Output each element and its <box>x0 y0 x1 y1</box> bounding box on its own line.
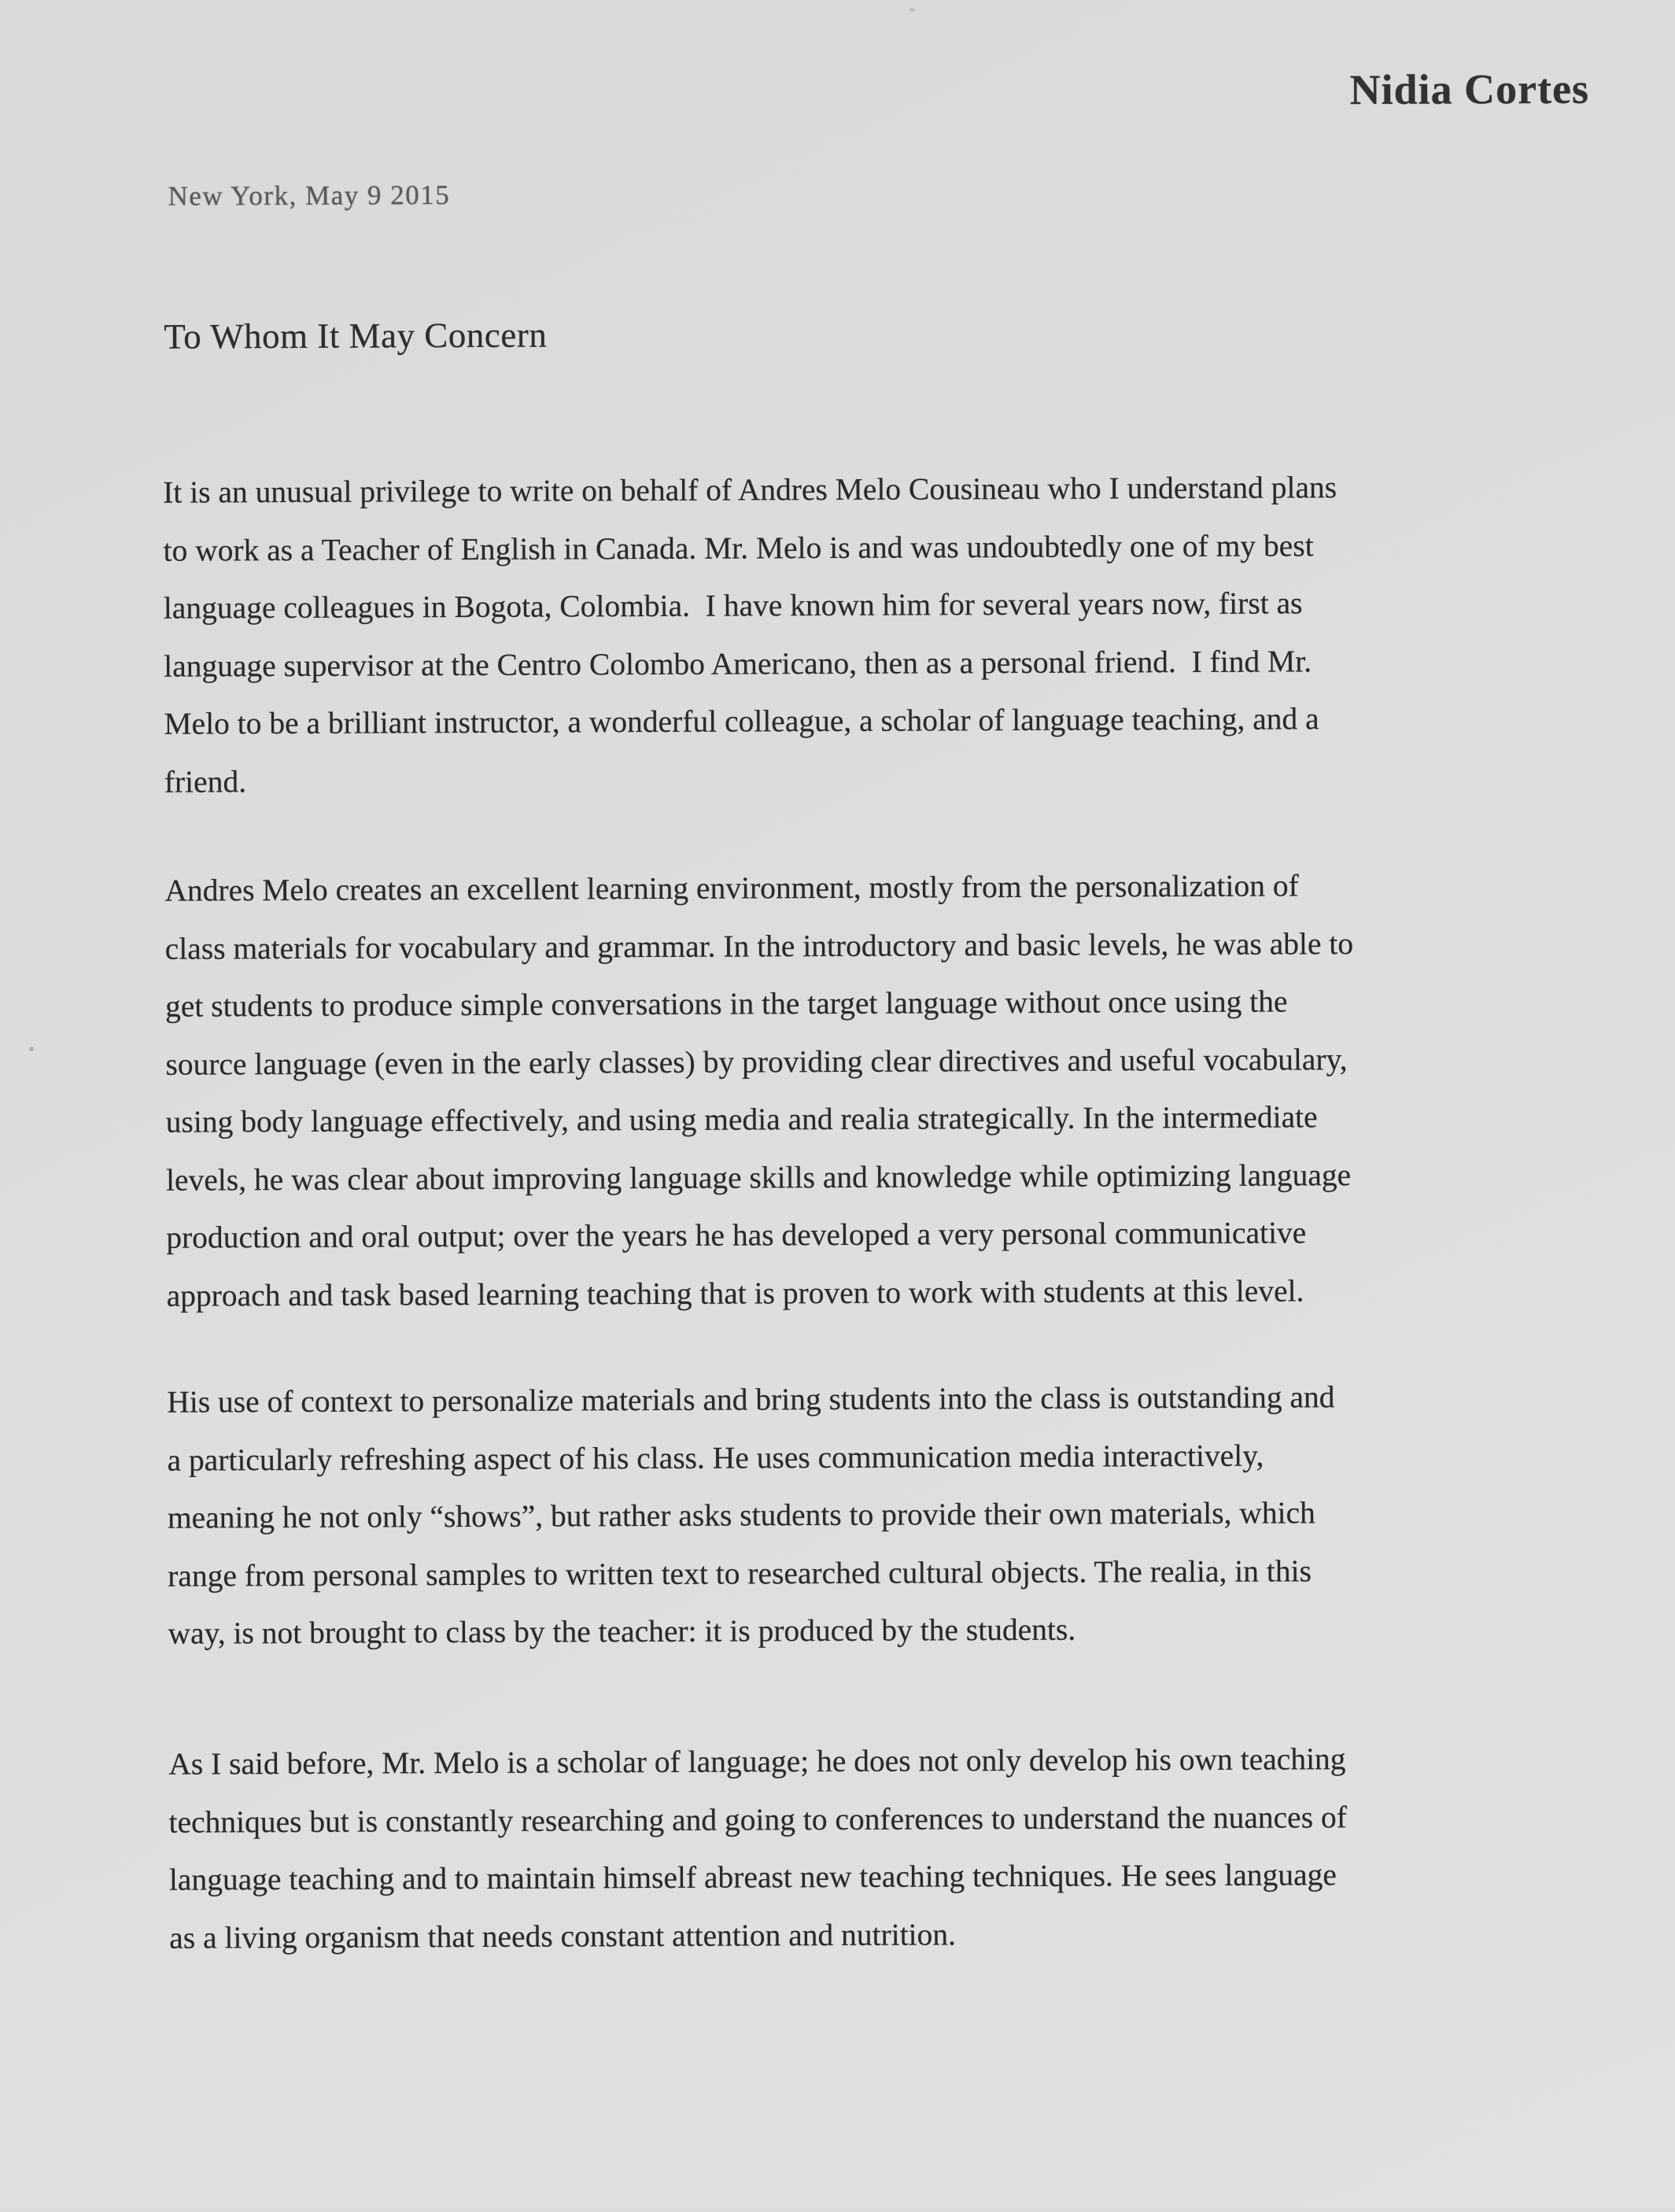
letter-paragraph-intro <box>163 458 1588 811</box>
letter-text-line: levels, he was clear about improving language skills and knowledge while optimizing language <box>165 1157 1352 1198</box>
letter-text-line: approach and task based learning teaching that is proven to work with students at this level. <box>166 1272 1304 1313</box>
letter-paragraph-scholar <box>168 1730 1592 1967</box>
letter-text-line: class materials for vocabulary and grammar. In the introductory and basic levels, he was able to <box>164 925 1354 966</box>
letter-text-line: Melo to be a brilliant instructor, a wonderful colleague, a scholar of language teaching, and a <box>164 701 1319 741</box>
letter-text-line: language teaching and to maintain himself abreast new teaching techniques. He sees language <box>168 1857 1337 1897</box>
letter-text-line: as a living organism that needs constant attention and nutrition. <box>169 1916 957 1955</box>
letter-text-line: source language (even in the early classes) by providing clear directives and useful vocabulary, <box>165 1041 1348 1082</box>
letter-text-line: It is an unusual privilege to write on behalf of Andres Melo Cousineau who I understand plans <box>163 470 1337 510</box>
letter-text-line: production and oral output; over the years he has developed a very personal communicative <box>166 1215 1307 1255</box>
letter-paragraph-context-materials <box>167 1368 1592 1663</box>
letter-date-line: New York, May 9 2015 <box>168 179 451 212</box>
letter-author-name: Nidia Cortes <box>1349 65 1590 114</box>
letter-text-line: get students to produce simple conversations in the target language without once using the <box>164 984 1288 1024</box>
letter-text-line: language colleagues in Bogota, Colombia. I have known him for several years now, first as <box>163 585 1303 626</box>
letter-text-line: language supervisor at the Centro Colombo Americano, then as a personal friend. I find Mr. <box>164 643 1312 684</box>
letter-text-line: techniques but is constantly researching and going to conferences to understand the nuances of <box>168 1799 1347 1840</box>
letter-text-line: to work as a Teacher of English in Canada. Mr. Melo is and was undoubtedly one of my best <box>163 527 1314 568</box>
letter-text-line: As I said before, Mr. Melo is a scholar of language; he does not only develop his own teaching <box>168 1741 1346 1782</box>
letter-text-line: meaning he not only “shows”, but rather asks students to provide their own materials, which <box>167 1495 1315 1535</box>
letter-salutation: To Whom It May Concern <box>164 315 548 356</box>
letter-text-line: using body language effectively, and using media and realia strategically. In the intermediate <box>165 1099 1318 1139</box>
letter-text-line: way, is not brought to class by the teacher: it is produced by the students. <box>168 1612 1076 1651</box>
letter-text-line: friend. <box>164 763 247 799</box>
letter-text-line: range from personal samples to written text to researched cultural objects. The realia, in this <box>168 1553 1312 1593</box>
letter-text-line: Andres Melo creates an excellent learning environment, mostly from the personalization of <box>164 868 1299 908</box>
letter-text-line: a particularly refreshing aspect of his class. He uses communication media interactively, <box>167 1438 1264 1478</box>
letter-text-line: His use of context to personalize materials and bring students into the class is outstanding and <box>167 1379 1335 1420</box>
letter-paragraph-learning-environment <box>164 856 1590 1325</box>
